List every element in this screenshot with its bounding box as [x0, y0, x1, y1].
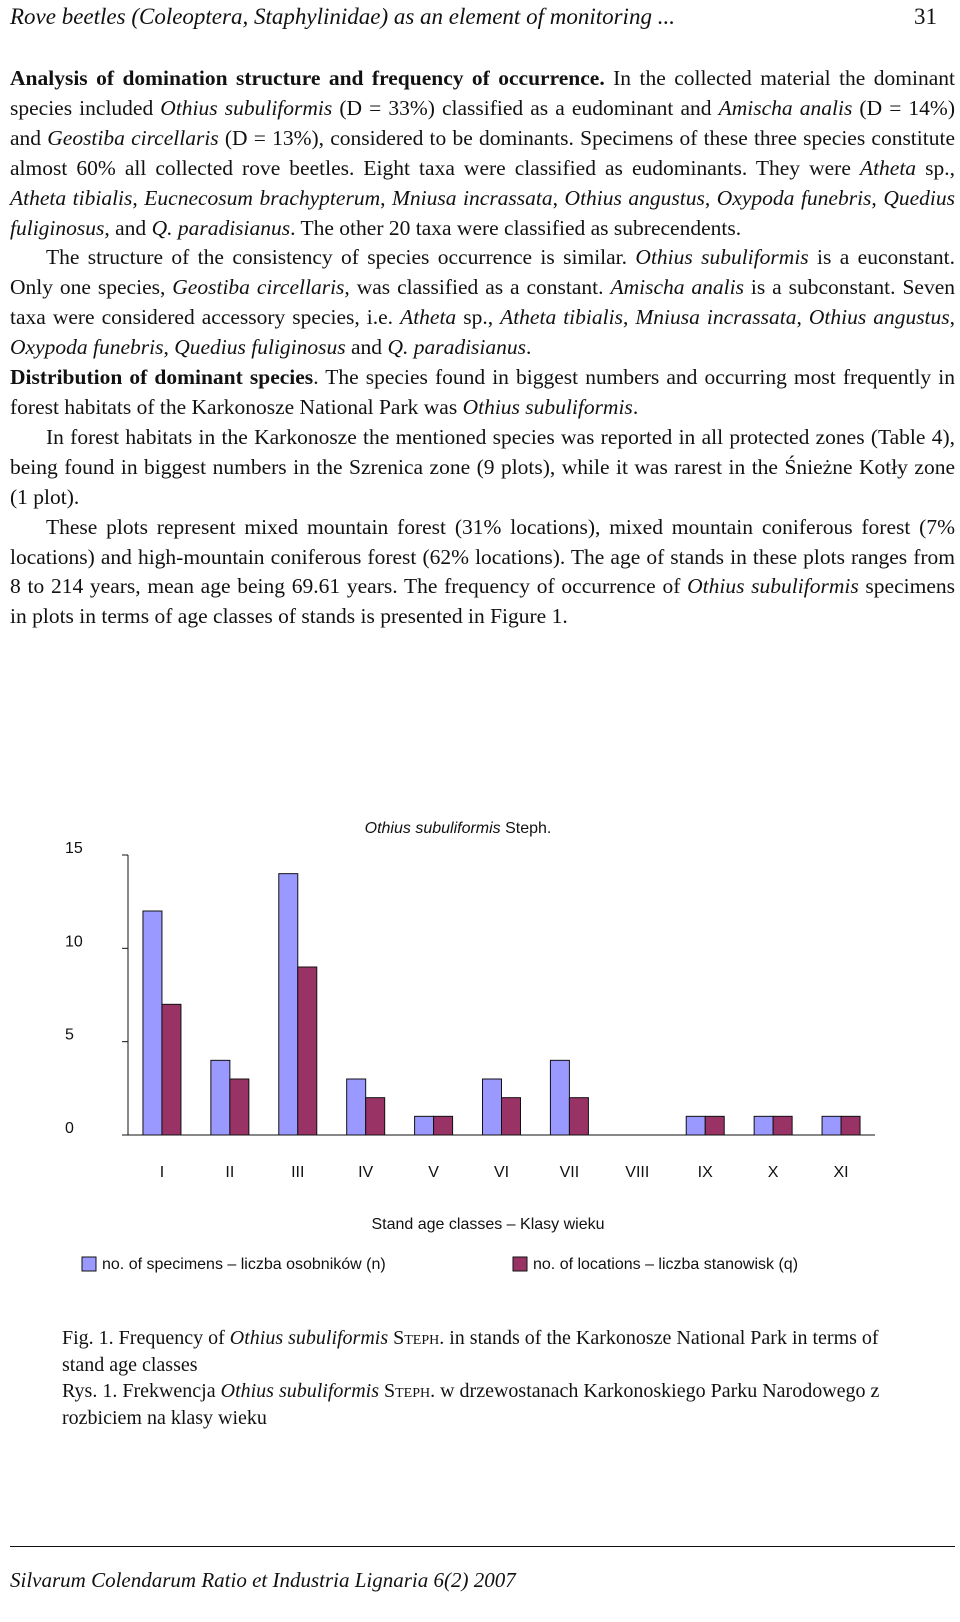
text-run: Geostiba circellaris: [47, 125, 219, 150]
text-run: is a subconstant. Seven taxa were considered accessory species, i.e.: [10, 275, 955, 330]
text-run: Atheta tibialis: [500, 305, 623, 330]
bar-chart: [10, 805, 955, 1305]
x-tick-label: VIII: [625, 1164, 650, 1181]
bars: [143, 874, 860, 1135]
text-run: ,: [132, 185, 145, 210]
text-run: and: [345, 335, 388, 360]
bar-locations: [298, 967, 317, 1135]
x-tick-label: IV: [358, 1164, 374, 1181]
bar-specimens: [347, 1079, 366, 1135]
text-run: (D = 33%) classified as a eudominant and: [332, 95, 719, 120]
text-run: Othius subuliformis: [462, 394, 633, 419]
text-run: Atheta: [400, 305, 457, 330]
bar-locations: [230, 1079, 249, 1135]
text-run: Q. paradisianus: [151, 215, 291, 240]
paragraph-plots: [10, 513, 955, 633]
bar-specimens: [143, 911, 162, 1135]
bar-locations: [162, 1004, 181, 1135]
x-axis-ticks: [160, 1164, 849, 1181]
text-run: Atheta tibialis: [10, 185, 133, 210]
y-tick-label: 15: [65, 840, 83, 857]
footer-divider: [10, 1546, 955, 1547]
paragraph-protected-zones: [10, 423, 955, 513]
bar-specimens: [550, 1060, 569, 1135]
y-tick-label: 10: [65, 933, 83, 951]
text-run: sp.,: [916, 155, 955, 180]
text-run: The structure of the consistency of species occurrence is similar.: [46, 245, 636, 270]
bar-specimens: [822, 1116, 841, 1135]
bar-specimens: [686, 1116, 705, 1135]
text-run: (D = 14%) and: [10, 95, 955, 150]
text-run: Oxypoda funebris: [10, 335, 164, 360]
text-run: Othius angustus: [808, 305, 950, 330]
running-title: Rove beetles (Coleoptera, Staphylinidae) as an element of monitoring ...: [10, 4, 675, 29]
text-run: ,: [796, 305, 809, 330]
text-run: Geostiba circellaris: [172, 275, 345, 300]
journal-footer: Silvarum Colendarum Ratio et Industria Lignaria 6(2) 2007: [10, 1568, 516, 1592]
text-run: Eucnecosum brachypterum: [144, 185, 381, 210]
text-run: Amischa analis: [610, 275, 744, 300]
caption-english: Fig. 1. Frequency of Othius subuliformis Steph. in stands of the Karkonosze National Park in terms of stand age classes: [62, 1327, 879, 1376]
text-run: . The other 20 taxa were classified as subrecendents.: [290, 215, 742, 240]
page-number: 31: [914, 4, 937, 29]
x-axis-label: Stand age classes – Klasy wieku: [371, 1216, 605, 1233]
text-run: ,: [949, 305, 956, 330]
bar-locations: [705, 1116, 724, 1135]
y-tick-label: 5: [65, 1026, 74, 1044]
x-tick-label: VII: [559, 1164, 580, 1181]
text-run: Q. paradisianus: [387, 335, 527, 360]
bar-locations: [773, 1116, 792, 1135]
text-run: Atheta: [859, 155, 917, 180]
text-run: Mniusa incrassata: [635, 305, 797, 330]
bar-locations: [502, 1098, 521, 1135]
text-run: Othius subuliformis: [687, 574, 859, 599]
text-run: sp.,: [456, 305, 501, 330]
text-run: Othius subuliformis: [635, 245, 809, 270]
text-run: These plots represent mixed mountain forest (31% locations), mixed mountain coniferous forest (7% locations) and high-mountain coniferous forest (62% locations). The age of stands in these plots ranges from 8 to 214 years, mean age being 69.61 years. The frequency of occurrence of: [10, 514, 955, 599]
bar-specimens: [211, 1060, 230, 1135]
x-tick-label: XI: [833, 1164, 849, 1181]
bar-specimens: [483, 1079, 502, 1135]
text-run: ,: [163, 335, 175, 360]
text-run: specimens in plots in terms of age classes of stands is presented in Figure 1.: [10, 574, 955, 629]
text-run: Quedius fuliginosus: [10, 185, 955, 240]
x-tick-label: II: [225, 1164, 235, 1181]
legend-label: no. of locations – liczba stanowisk (q): [533, 1256, 799, 1273]
chart-title: Othius subuliformis Steph.: [364, 820, 552, 837]
text-run: (D = 13%), considered to be dominants. Specimens of these three species constitute almost 60% all collected rove beetles. Eight taxa were classified as eudominants. They were: [10, 125, 955, 180]
bar-specimens: [754, 1116, 773, 1135]
document-page: [10, 0, 955, 1622]
figure-1: [10, 805, 955, 1305]
paragraph-distribution: [10, 363, 955, 423]
text-run: Mniusa incrassata: [392, 185, 553, 210]
text-run: In forest habitats in the Karkonosze the mentioned species was reported in all protected zones (Table 4), being found in biggest numbers in the Szrenica zone (9 plots), while it was rarest in the Śnieżne Kotły zone (1 plot).: [10, 424, 955, 509]
y-axis: [65, 840, 875, 1137]
y-tick-label: 0: [65, 1120, 74, 1137]
text-run: ,: [552, 185, 565, 210]
running-header: [10, 2, 955, 32]
x-tick-label: VI: [493, 1164, 510, 1181]
bar-specimens: [415, 1116, 434, 1135]
chart-legend: [82, 1256, 798, 1273]
figure-caption: [62, 1325, 892, 1431]
text-run: Oxypoda funebris: [716, 185, 872, 210]
text-run: .: [632, 394, 639, 419]
text-run: ,: [622, 305, 636, 330]
text-run: is a euconstant. Only one species,: [10, 245, 956, 300]
paragraph-consistency: [10, 243, 955, 363]
legend-label: no. of specimens – liczba osobników (n): [102, 1256, 386, 1273]
caption-polish: Rys. 1. Frekwencja Othius subuliformis Steph. w drzewostanach Karkonoskiego Parku Narodowego z rozbiciem na klasy wieku: [62, 1380, 880, 1429]
bar-specimens: [279, 874, 298, 1135]
text-run: ,: [380, 185, 393, 210]
x-tick-label: I: [159, 1164, 165, 1181]
text-run: , was classified as a constant.: [344, 275, 611, 300]
text-run: Analysis of domination structure and frequency of occurrence.: [10, 66, 605, 90]
x-tick-label: III: [291, 1164, 305, 1181]
legend-swatch: [513, 1257, 527, 1271]
text-run: ,: [704, 185, 717, 210]
text-run: Othius angustus: [564, 185, 705, 210]
text-run: Distribution of dominant species: [10, 365, 314, 390]
x-tick-label: V: [428, 1164, 439, 1181]
text-run: Othius subuliformis: [160, 95, 333, 120]
text-run: Quedius fuliginosus: [174, 335, 346, 360]
text-run: , and: [104, 215, 152, 240]
text-run: . The species found in biggest numbers and occurring most frequently in forest habitats of the Karkonosze National Park was: [10, 365, 955, 419]
paragraph-domination: [10, 64, 955, 243]
legend-swatch: [82, 1257, 96, 1271]
x-tick-label: IX: [697, 1164, 713, 1181]
text-run: In the collected material the dominant species included: [10, 66, 955, 120]
body-text: [10, 64, 955, 632]
text-run: .: [526, 335, 532, 360]
bar-locations: [434, 1116, 453, 1135]
text-run: Amischa analis: [718, 95, 853, 120]
bar-locations: [366, 1098, 385, 1135]
bar-locations: [569, 1098, 588, 1135]
bar-locations: [841, 1116, 860, 1135]
text-run: ,: [871, 185, 884, 210]
x-tick-label: X: [767, 1164, 779, 1181]
